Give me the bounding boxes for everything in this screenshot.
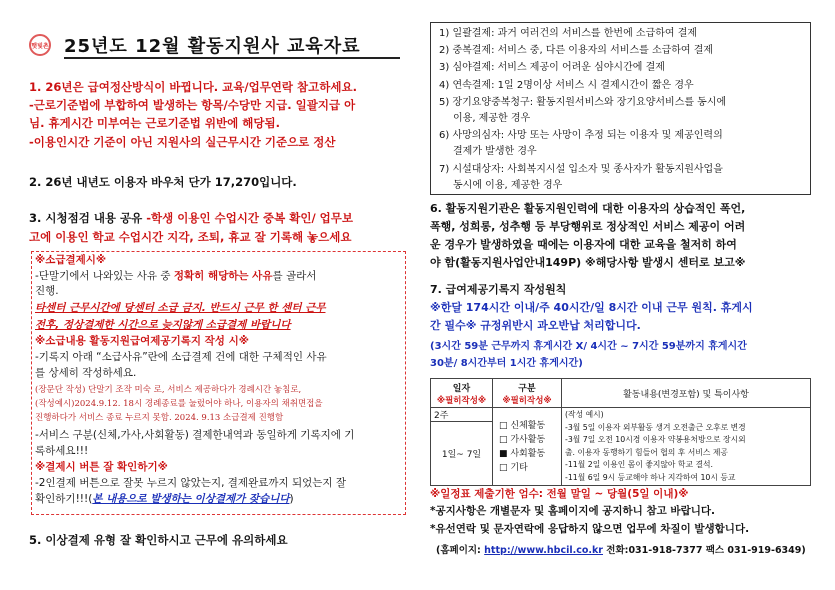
section-1-title: 1. 26년은 급여정산방식이 바뀝니다. 교육/업무연락 참고하세요. xyxy=(29,80,357,94)
payment-notice-box xyxy=(31,251,406,515)
section-1-line-2: 님. 휴게시간 미부여는 근로기준법 위반에 해당됨. xyxy=(29,116,280,130)
abnormal-payment-types-box xyxy=(430,22,811,195)
retro-warning-line-2: 전후, 정상결제한 시간으로 늦지않게 소급결제 바랍니다 xyxy=(35,319,291,331)
type-item-7-cont: 동시에 이용, 제공한 경우 xyxy=(453,179,563,191)
type-item-2: 2) 중복결제: 서비스 중, 다른 이용자의 서비스를 소급하여 결제 xyxy=(439,45,714,57)
section-3-title: 3. 시청점검 내용 공유 xyxy=(29,211,143,225)
type-item-7: 7) 시설대상자: 사회복지시설 입소자 및 종사자가 활동지원사업을 xyxy=(439,163,723,175)
section-1-line-3: -이용인시간 기준이 아닌 지원사의 실근무시간 기준으로 정산 xyxy=(29,135,336,149)
section-6-line-4: 야 함(활동지원사업안내149P) ※해당사항 발생시 센터로 보고※ xyxy=(430,256,746,269)
section-6-line-3: 운 경우가 발생하였을 때에는 이용자에 대한 교육을 철저히 하여 xyxy=(430,238,737,251)
section-2: 2. 26년 내년도 이용자 바우처 단가 17,270입니다. xyxy=(29,175,297,189)
header-content: 활동내용(변경포함) 및 특이사항 xyxy=(562,379,811,408)
section-7-line-3: (3시간 59분 근무까지 휴게시간 X/ 4시간 ~ 7시간 59분까지 휴게시간 xyxy=(430,341,747,352)
section-3-line-2: 고에 이용인 학교 수업시간 지각, 조퇴, 휴교 잘 기록해 놓으세요 xyxy=(29,230,352,244)
type-checkboxes xyxy=(493,408,562,486)
checkbox-other: □ 기타 xyxy=(499,462,528,473)
type-item-5-cont: 이용, 제공한 경우 xyxy=(453,113,531,125)
handwritten-example-2: (작성예시)2024.9.12. 18시 경례종료를 눌렀어야 하나, 이용자의 채취면접을 xyxy=(35,399,323,409)
section-7-line-1: ※한달 174시간 이내/주 40시간/일 8시간 이내 근무 원칙. 휴게시 xyxy=(430,301,753,314)
section-7-title: 7. 급여제공기록지 작성원칙 xyxy=(430,283,567,296)
schedule-example-table xyxy=(430,378,811,486)
header-date: 일자 ※필히작성※ xyxy=(431,379,493,408)
checkbox-housework: □ 가사활동 xyxy=(499,434,546,445)
frequent-abnormal-note: 본 내용으로 발생하는 이상결제가 잦습니다 xyxy=(92,493,290,505)
retro-warning-line-1: 타센터 근무시간에 당센터 소급 금지. 반드시 근무 한 센터 근무 xyxy=(35,302,326,314)
deadline-warning: ※일정표 제출기한 엄수: 전월 말일 ~ 당월(5일 이내)※ xyxy=(430,488,689,500)
section-3-line-1 xyxy=(29,210,353,227)
header-type: 구분 ※필히작성※ xyxy=(493,379,562,408)
section-1-line-1: -근로기준법에 부합하여 발생하는 항목/수당만 지급. 일괄지급 아 xyxy=(29,98,356,112)
payment-button-line-2: 확인하기!!!(본 내용으로 발생하는 이상결제가 잦습니다) xyxy=(35,493,294,505)
handwritten-example-1: (장문단 작성) 단말기 조작 미숙 로, 서비스 제공하다가 경례시간 놓침로, xyxy=(35,385,302,395)
section-5: 5. 이상결제 유형 잘 확인하시고 근무에 유의하세요 xyxy=(29,533,288,547)
section-6-line-1: 6. 활동지원기관은 활동지원인력에 대한 이용자의 상습적인 폭언, xyxy=(430,202,746,215)
title-underline xyxy=(64,57,400,59)
exact-reason: 정확히 해당하는 사유 xyxy=(173,270,273,282)
payment-button-line-1: -2인결제 버튼으로 잘못 누르지 않았는지, 결제완료까지 되었는지 잘 xyxy=(35,477,347,489)
activity-notes: (작성 예시) -3월 5일 이용자 외부활동 생겨 오전출근 오후로 변경 -3월 7일 오전 10시경 이용자 약봉용처방으로 장시외 출. 이용자 동행하기 힘들어 협의 후 서비스 제공 -11월 2일 이용인 몸이 좋지않아 학교 결석. -11월 6일 9시 등교해야 하나 지각하여 10시 등교 xyxy=(562,408,811,486)
type-item-6: 6) 사망의심자: 사망 또는 사망이 추정 되는 이용자 및 제공인력의 xyxy=(439,130,723,142)
payment-button-heading: ※결제시 버튼 잘 확인하기※ xyxy=(35,461,168,473)
checkbox-social: ■ 사회활동 xyxy=(499,448,546,459)
checkbox-physical: □ 신체활동 xyxy=(499,420,546,431)
section-3-note: -학생 이용인 수업시간 중복 확인/ 업무보 xyxy=(142,211,354,225)
page-title: 25년도 12월 활동지원사 교육자료 xyxy=(64,36,361,57)
handwritten-example-3: 진행하다가 서비스 종료 누르지 못함. 2024. 9.13 소급결제 진행함 xyxy=(35,413,284,423)
section-6-line-2: 폭행, 성희롱, 성추행 등 부당행위로 정상적인 서비스 제공이 어려 xyxy=(430,220,746,233)
service-type-line-1: -서비스 구분(신체,가사,사회활동) 결제한내역과 동일하게 기록지에 기 xyxy=(35,429,355,441)
section-7-line-2: 간 필수※ 규정위반시 과오반납 처리합니다. xyxy=(430,319,641,332)
type-item-3: 3) 심야결제: 서비스 제공이 어려운 심야시간에 결제 xyxy=(439,62,665,74)
section-7-line-4: 30분/ 8시간부터 1시간 휴게시간) xyxy=(430,358,583,369)
record-line-2: 를 상세히 작성하세요. xyxy=(35,367,137,379)
type-item-1: 1) 일괄결제: 과거 여러건의 서비스를 한번에 소급하여 결제 xyxy=(439,28,698,39)
logo: 햇빛촌 xyxy=(29,34,51,56)
homepage-link[interactable]: http://www.hbcil.co.kr xyxy=(484,545,603,556)
notice-line-2: *유선연락 및 문자연락에 응답하지 않으면 업무에 차질이 발생합니다. xyxy=(430,523,750,535)
record-sheet-heading: ※소급내용 활동지원급여제공기록지 작성 시※ xyxy=(35,335,249,347)
retro-line-1: -단말기에서 나와있는 사유 중 정확히 해당하는 사유를 골라서 xyxy=(35,270,317,282)
days-cell: 1일~ 7일 xyxy=(431,422,493,486)
retro-payment-heading: ※소급결제시※ xyxy=(35,254,107,266)
type-item-6-cont: 결제가 발생한 경우 xyxy=(453,146,537,158)
service-type-line-2: 록하세요!!! xyxy=(35,445,89,457)
type-item-4: 4) 연속결제: 1일 2명이상 서비스 시 결제시간이 짧은 경우 xyxy=(439,79,694,91)
contact-info: (홈페이지: http://www.hbcil.co.kr 전화:031-918-7377 팩스 031-919-6349) xyxy=(436,545,806,556)
retro-line-2: 진행. xyxy=(35,285,59,297)
type-item-5: 5) 장기요양중복청구: 활동지원서비스와 장기요양서비스를 동시에 xyxy=(439,96,727,108)
record-line-1: -기록지 아래 “소급사유”란에 소급결제 건에 대한 구체적인 사유 xyxy=(35,351,327,363)
week-cell: 2주 xyxy=(431,408,493,422)
notice-line-1: *공지사항은 개별문자 및 홈페이지에 공지하니 참고 바랍니다. xyxy=(430,505,715,517)
